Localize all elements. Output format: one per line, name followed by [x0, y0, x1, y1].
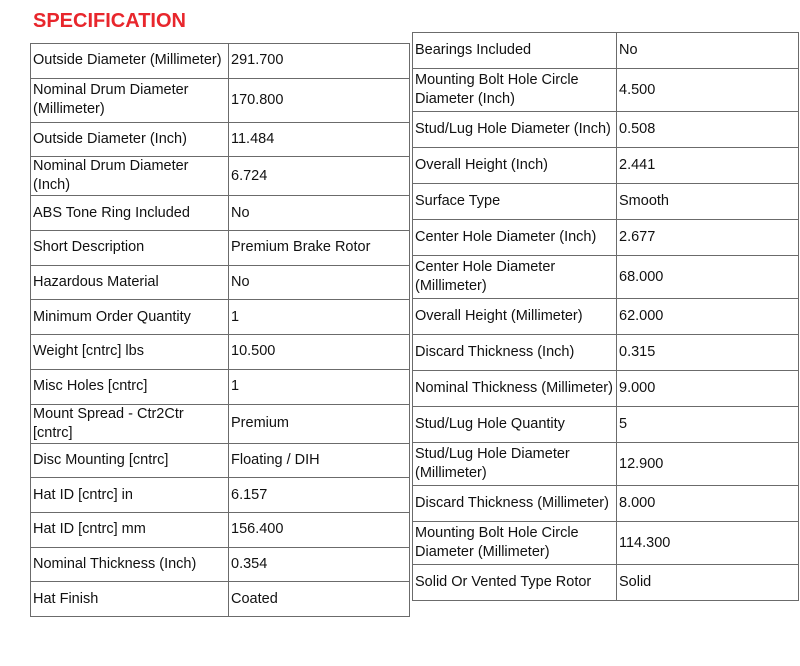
spec-label: Hat ID [cntrc] mm: [31, 512, 229, 547]
spec-value: Smooth: [617, 184, 799, 220]
table-row: [31, 44, 410, 79]
table-row: [413, 112, 799, 148]
spec-label: Outside Diameter (Millimeter): [31, 44, 229, 79]
spec-label: Hat ID [cntrc] in: [31, 478, 229, 513]
spec-label: Surface Type: [413, 184, 617, 220]
spec-label: Short Description: [31, 231, 229, 266]
spec-label: Stud/Lug Hole Quantity: [413, 407, 617, 443]
spec-label: Overall Height (Millimeter): [413, 299, 617, 335]
spec-label: Minimum Order Quantity: [31, 300, 229, 335]
spec-label: Stud/Lug Hole Diameter (Inch): [413, 112, 617, 148]
table-row: [413, 371, 799, 407]
table-row: [413, 220, 799, 256]
spec-label: Stud/Lug Hole Diameter (Millimeter): [413, 443, 617, 486]
spec-label: Outside Diameter (Inch): [31, 122, 229, 157]
spec-value: Solid: [617, 565, 799, 601]
table-row: [413, 407, 799, 443]
table-row: [31, 122, 410, 157]
spec-label: Bearings Included: [413, 33, 617, 69]
table-row: [31, 231, 410, 266]
spec-label: Hazardous Material: [31, 265, 229, 300]
spec-value: 0.508: [617, 112, 799, 148]
spec-value: No: [617, 33, 799, 69]
table-row: [413, 565, 799, 601]
spec-value: 12.900: [617, 443, 799, 486]
spec-value: 170.800: [229, 78, 410, 122]
table-row: [31, 300, 410, 335]
spec-value: 291.700: [229, 44, 410, 79]
spec-value: 114.300: [617, 522, 799, 565]
spec-value: Coated: [229, 582, 410, 617]
table-row: [413, 486, 799, 522]
table-row: [413, 335, 799, 371]
spec-value: Floating / DIH: [229, 443, 410, 478]
table-row: [31, 157, 410, 196]
table-row: [31, 478, 410, 513]
spec-value: 4.500: [617, 69, 799, 112]
table-row: [31, 335, 410, 370]
spec-label: Weight [cntrc] lbs: [31, 335, 229, 370]
table-row: [31, 78, 410, 122]
spec-value: 6.724: [229, 157, 410, 196]
spec-value: No: [229, 196, 410, 231]
table-row: [31, 369, 410, 404]
page-title: SPECIFICATION: [33, 10, 186, 32]
spec-value: 62.000: [617, 299, 799, 335]
table-row: [413, 522, 799, 565]
spec-label: Nominal Drum Diameter (Millimeter): [31, 78, 229, 122]
spec-value: 2.677: [617, 220, 799, 256]
table-row: [31, 443, 410, 478]
spec-label: Solid Or Vented Type Rotor: [413, 565, 617, 601]
spec-table-left: [30, 43, 410, 617]
table-row: [413, 443, 799, 486]
table-row: [31, 582, 410, 617]
table-row: [31, 547, 410, 582]
spec-value: 0.315: [617, 335, 799, 371]
spec-value: Premium: [229, 404, 410, 443]
spec-label: Mounting Bolt Hole Circle Diameter (Inch): [413, 69, 617, 112]
spec-label: Overall Height (Inch): [413, 148, 617, 184]
table-row: [413, 69, 799, 112]
spec-label: Mounting Bolt Hole Circle Diameter (Millimeter): [413, 522, 617, 565]
spec-label: Center Hole Diameter (Inch): [413, 220, 617, 256]
spec-label: Hat Finish: [31, 582, 229, 617]
table-row: [413, 299, 799, 335]
spec-value: 5: [617, 407, 799, 443]
table-row: [31, 265, 410, 300]
spec-value: 8.000: [617, 486, 799, 522]
spec-value: 11.484: [229, 122, 410, 157]
spec-value: Premium Brake Rotor: [229, 231, 410, 266]
spec-value: 10.500: [229, 335, 410, 370]
table-row: [31, 196, 410, 231]
spec-label: Mount Spread - Ctr2Ctr [cntrc]: [31, 404, 229, 443]
spec-label: Disc Mounting [cntrc]: [31, 443, 229, 478]
spec-label: Nominal Thickness (Millimeter): [413, 371, 617, 407]
spec-label: Center Hole Diameter (Millimeter): [413, 256, 617, 299]
spec-label: Misc Holes [cntrc]: [31, 369, 229, 404]
spec-value: No: [229, 265, 410, 300]
table-row: [413, 184, 799, 220]
table-row: [413, 256, 799, 299]
spec-value: 2.441: [617, 148, 799, 184]
spec-label: Discard Thickness (Millimeter): [413, 486, 617, 522]
spec-value: 156.400: [229, 512, 410, 547]
spec-table-right: [412, 32, 799, 601]
table-row: [31, 512, 410, 547]
table-row: [413, 33, 799, 69]
spec-value: 1: [229, 369, 410, 404]
spec-label: ABS Tone Ring Included: [31, 196, 229, 231]
spec-value: 1: [229, 300, 410, 335]
spec-value: 68.000: [617, 256, 799, 299]
spec-label: Nominal Drum Diameter (Inch): [31, 157, 229, 196]
table-row: [413, 148, 799, 184]
spec-label: Nominal Thickness (Inch): [31, 547, 229, 582]
table-row: [31, 404, 410, 443]
spec-label: Discard Thickness (Inch): [413, 335, 617, 371]
spec-value: 9.000: [617, 371, 799, 407]
spec-value: 6.157: [229, 478, 410, 513]
spec-value: 0.354: [229, 547, 410, 582]
